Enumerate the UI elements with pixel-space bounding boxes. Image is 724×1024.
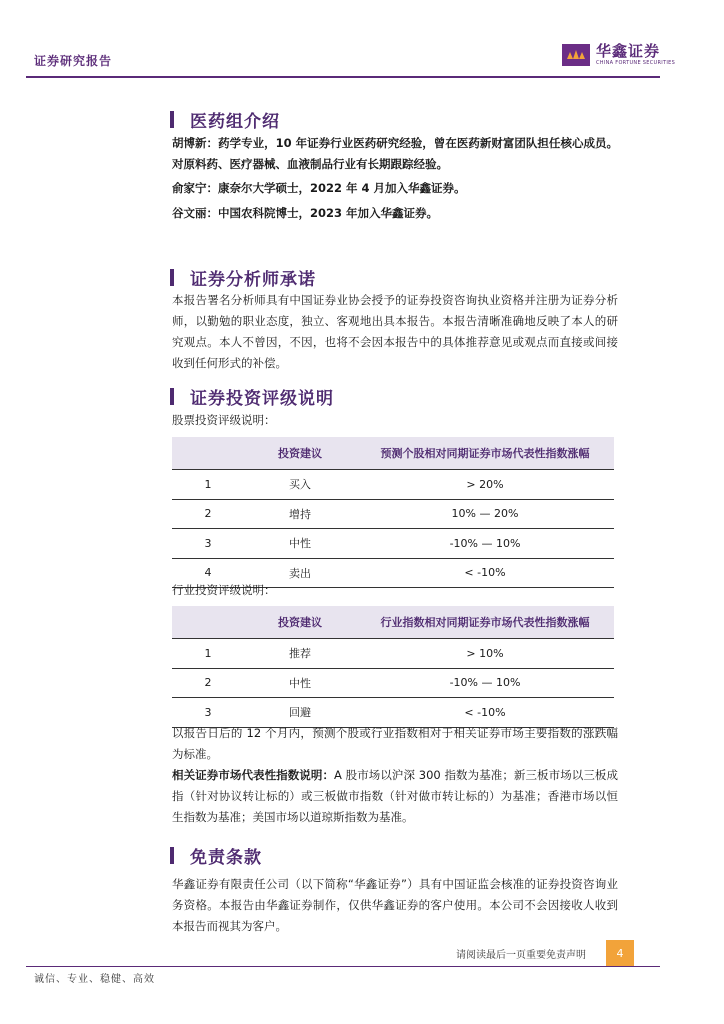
section-marker xyxy=(170,269,174,286)
table-cell: 4 xyxy=(172,558,244,588)
logo-english-name: CHINA FORTUNE SECURITIES xyxy=(596,60,676,66)
team-member-2 xyxy=(172,178,618,199)
table-row xyxy=(172,668,614,698)
table-cell: 中性 xyxy=(244,529,356,559)
industry-rating-table xyxy=(172,606,614,728)
header-divider xyxy=(26,76,660,78)
table-row xyxy=(172,639,614,669)
page-number: 4 xyxy=(606,940,634,966)
section-disclaimer xyxy=(170,843,262,868)
table-header-row xyxy=(172,606,614,639)
market-index-note xyxy=(172,765,618,828)
section-rating xyxy=(170,384,334,409)
member-name: 谷文丽： xyxy=(172,206,218,220)
table-header-cell: 预测个股相对同期证券市场代表性指数涨幅 xyxy=(356,437,614,470)
table-cell: 3 xyxy=(172,698,244,728)
rating-note: 以报告日后的 12 个月内，预测个股或行业指数相对于相关证券市场主要指数的涨跌幅为标准。 xyxy=(172,726,618,761)
table-header-cell: 行业指数相对同期证券市场代表性指数涨幅 xyxy=(356,606,614,639)
footer-divider xyxy=(26,966,660,967)
table-cell: > 10% xyxy=(356,639,614,669)
table-cell: 买入 xyxy=(244,470,356,500)
table-cell: 2 xyxy=(172,668,244,698)
table-header-cell xyxy=(172,437,244,470)
section-team xyxy=(170,107,280,132)
member-desc: 中国农科院博士，2023 年加入华鑫证券。 xyxy=(218,206,439,220)
footer-disclaimer-note: 请阅读最后一页重要免责声明 xyxy=(456,950,586,961)
table-cell: -10% — 10% xyxy=(356,668,614,698)
section-marker xyxy=(170,847,174,864)
stock-rating-table xyxy=(172,437,614,588)
section-title: 证券投资评级说明 xyxy=(190,389,334,409)
market-index-text: A 股市场以沪深 300 指数为基准；新三板市场以三板成指（针对协议转让标的）或三板做市指数（针对做市转让标的）为基准；香港市场以恒生指数为基准；美国市场以道琼斯指数为基准。 xyxy=(172,768,619,824)
table-row xyxy=(172,499,614,529)
team-member-1 xyxy=(172,133,618,175)
logo-mark-icon xyxy=(562,44,590,66)
table-cell: 2 xyxy=(172,499,244,529)
section-title: 医药组介绍 xyxy=(190,112,280,132)
report-type-title: 证券研究报告 xyxy=(34,54,113,68)
table-cell: 3 xyxy=(172,529,244,559)
member-desc: 康奈尔大学硕士，2022 年 4 月加入华鑫证券。 xyxy=(218,181,466,195)
member-desc: 药学专业，10 年证券行业医药研究经验，曾在医药新财富团队担任核心成员。对原料药、医疗器械、血液制品行业有长期跟踪经验。 xyxy=(172,136,618,171)
section-marker xyxy=(170,388,174,405)
member-name: 俞家宁： xyxy=(172,181,218,195)
table-cell: -10% — 10% xyxy=(356,529,614,559)
table-header-cell xyxy=(172,606,244,639)
company-logo xyxy=(562,44,675,66)
table-cell: 1 xyxy=(172,470,244,500)
stock-rating-label: 股票投资评级说明： xyxy=(172,413,276,427)
table-cell: > 20% xyxy=(356,470,614,500)
table-cell: 推荐 xyxy=(244,639,356,669)
team-member-3 xyxy=(172,203,618,224)
section-commitment xyxy=(170,265,316,290)
member-name: 胡博新： xyxy=(172,136,219,150)
table-row xyxy=(172,470,614,500)
table-cell: 卖出 xyxy=(244,558,356,588)
table-cell: 增持 xyxy=(244,499,356,529)
table-cell: < -10% xyxy=(356,698,614,728)
logo-chinese-name: 华鑫证券 xyxy=(596,42,661,60)
table-header-cell: 投资建议 xyxy=(244,437,356,470)
section-title: 免责条款 xyxy=(190,848,262,868)
footer-motto: 诚信、专业、稳健、高效 xyxy=(34,974,155,985)
section-marker xyxy=(170,111,174,128)
disclaimer-text: 华鑫证券有限责任公司（以下简称“华鑫证券”）具有中国证监会核准的证券投资咨询业务资格。本报告由华鑫证券制作，仅供华鑫证券的客户使用。本公司不会因接收人收到本报告而视其为客户。 xyxy=(172,877,618,933)
commitment-text: 本报告署名分析师具有中国证券业协会授予的证券投资咨询执业资格并注册为证券分析师，以勤勉的职业态度，独立、客观地出具本报告。本报告清晰准确地反映了本人的研究观点。本人不曾因，不因，也将不会因本报告中的具体推荐意见或观点而直接或间接收到任何形式的补偿。 xyxy=(172,293,618,370)
table-cell: 10% — 20% xyxy=(356,499,614,529)
section-title: 证券分析师承诺 xyxy=(190,270,316,290)
market-index-label: 相关证券市场代表性指数说明： xyxy=(172,768,335,782)
industry-rating-label: 行业投资评级说明： xyxy=(172,583,276,597)
table-cell: 回避 xyxy=(244,698,356,728)
table-cell: < -10% xyxy=(356,558,614,588)
table-header-row xyxy=(172,437,614,470)
table-header-cell: 投资建议 xyxy=(244,606,356,639)
table-cell: 中性 xyxy=(244,668,356,698)
table-cell: 1 xyxy=(172,639,244,669)
table-row xyxy=(172,529,614,559)
